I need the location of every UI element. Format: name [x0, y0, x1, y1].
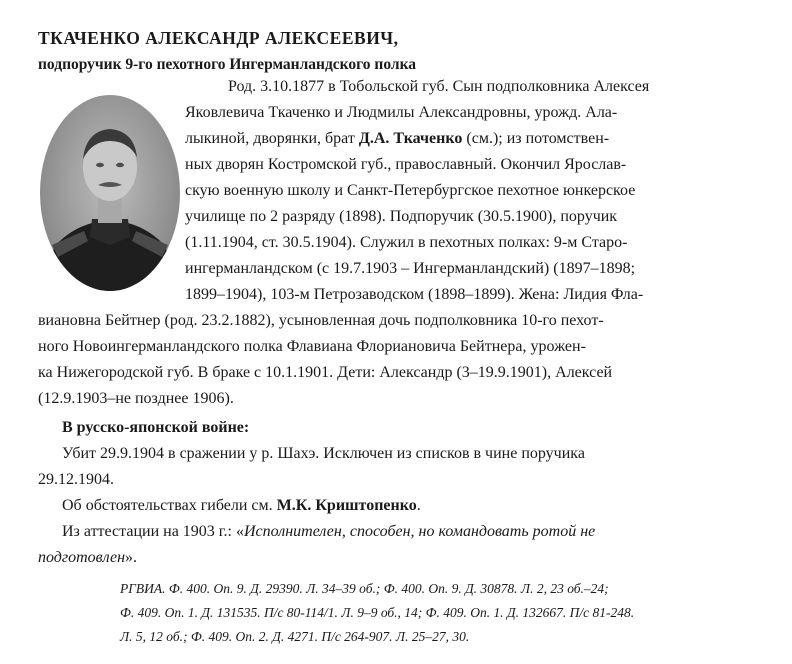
attestation-closing: ». [125, 549, 138, 566]
crossref-m-k-krishtopenko: М.К. Криштопенко [276, 497, 417, 514]
bio-line-7: (1.11.1904, ст. 30.5.1904). Служил в пехотных полках: 9-м Старо- [185, 234, 628, 251]
bio-line-5: скую военную школу и Санкт-Петербургское пехотное юнкерское [185, 182, 636, 199]
war-line-1: Убит 29.9.1904 в сражении у р. Шахэ. Исключен из списков в чине поручика [62, 445, 585, 462]
bio-line-3-text-end: (см.); из потомствен- [462, 130, 610, 147]
attestation-quote-end: подготовлен [38, 549, 126, 566]
bio-line-2: Яковлевича Ткаченко и Людмилы Александровны, урожд. Ала- [185, 104, 618, 121]
bio-line-11: ного Новоингерманландского полка Флавиана Флориановича Бейтнера, урожен- [38, 338, 586, 355]
war-line-2: 29.12.1904. [38, 471, 114, 488]
portrait-photo [40, 95, 180, 291]
entry-subheading: подпоручик 9-го пехотного Ингерманландского полка [38, 56, 417, 73]
bio-line-6: училище по 2 разряду (1898). Подпоручик (30.5.1900), поручик [185, 208, 618, 225]
bio-line-12: ка Нижегородской губ. В браке с 10.1.1901. Дети: Александр (3–19.9.1901), Алексей [38, 364, 613, 381]
attestation-line-1 [62, 522, 595, 542]
attestation-line-2 [38, 548, 137, 568]
circumstances-text: Об обстоятельствах гибели см. [62, 497, 277, 514]
attestation-quote: Исполнителен, способен, но командовать ротой не [244, 523, 596, 540]
source-line-1: РГВИА. Ф. 400. Оп. 9. Д. 29390. Л. 34–39 об.; Ф. 400. Оп. 9. Д. 30878. Л. 2, 23 об.–24; [120, 581, 609, 596]
bio-line-13: (12.9.1903–не позднее 1906). [38, 390, 234, 407]
entry-heading: ТКАЧЕНКО АЛЕКСАНДР АЛЕКСЕЕВИЧ, [38, 28, 399, 48]
bio-line-4: ных дворян Костромской губ., православный. Окончил Ярослав- [185, 156, 627, 173]
war-section-heading: В русско-японской войне: [62, 419, 250, 436]
bio-line-9: 1899–1904), 103-м Петрозаводском (1898–1899). Жена: Лидия Фла- [185, 286, 644, 303]
bio-line-1: Род. 3.10.1877 в Тобольской губ. Сын подполковника Алексея [228, 78, 650, 95]
bio-line-10: виановна Бейтнер (род. 23.2.1882), усыновленная дочь подполковника 10-го пехот- [38, 312, 604, 329]
source-line-2: Ф. 409. Оп. 1. Д. 131535. П/с 80-114/1. Л. 9–9 об., 14; Ф. 409. Оп. 1. Д. 132667. П/с 81-248. [120, 605, 635, 620]
crossref-d-a-tkachenko: Д.А. Ткаченко [358, 130, 463, 147]
portrait-figure [40, 95, 180, 291]
attestation-intro: Из аттестации на 1903 г.: « [62, 523, 244, 540]
bio-line-3 [185, 129, 609, 149]
source-line-3: Л. 5, 12 об.; Ф. 409. Оп. 2. Д. 4271. П/с 264-907. Л. 25–27, 30. [120, 629, 470, 644]
circumstances-text-end: . [416, 497, 421, 514]
bio-line-3-text: лыкиной, дворянки, брат [185, 130, 359, 147]
circumstances-line [62, 496, 421, 516]
bio-line-8: ингерманландском (с 19.7.1903 – Ингерманландский) (1897–1898; [185, 260, 636, 277]
